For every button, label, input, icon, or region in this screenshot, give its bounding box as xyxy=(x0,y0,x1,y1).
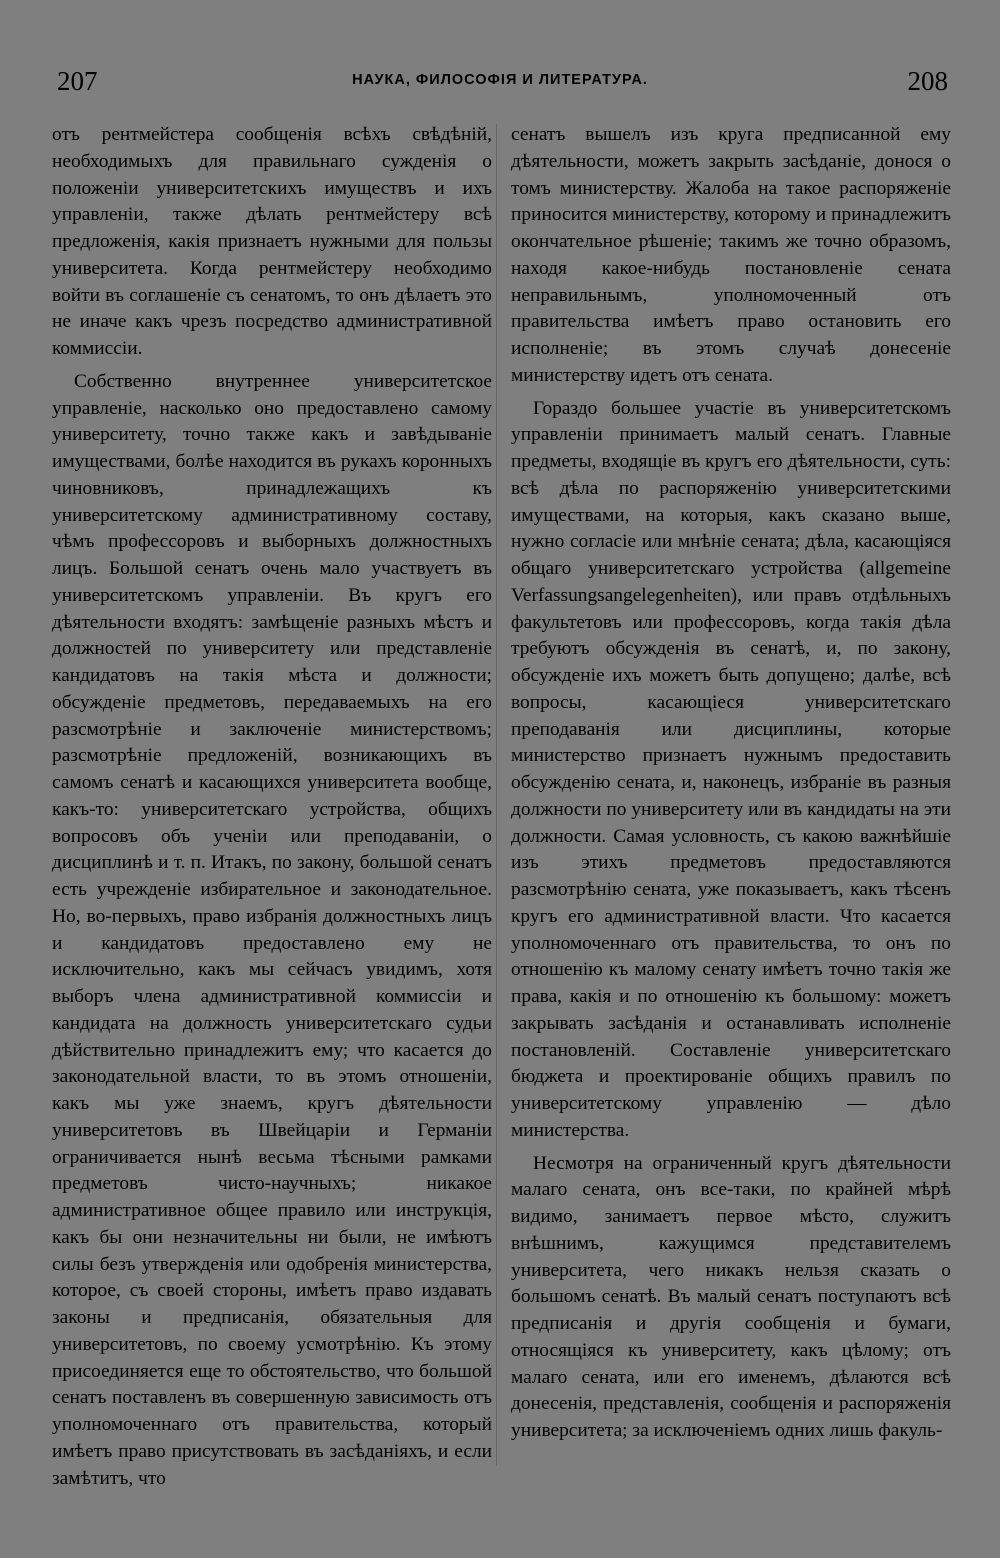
left-column xyxy=(52,122,492,1522)
right-paragraph-2: Гораздо большее участіе въ университетскомъ управленіи принимаетъ малый сенатъ. Главные предметы, входящіе въ кругъ его дѣятельности, суть: всѣ дѣла по распоряженію университетскими имуществами, на которыя, какъ сказано выше, нужно согласіе или мнѣніе сената; дѣла, касающіяся общаго университетскаго устройства (allgemeine Verfassungsangelegenheiten), или правъ отдѣльныхъ факультетовъ или профессоровъ, когда такія дѣла требуютъ обсужденія въ сенатѣ, и, по закону, обсужденіе ихъ можетъ быть допущено; далѣе, всѣ вопросы, касающіеся университетскаго преподаванія или дисциплины, которые министерство признаетъ нужнымъ предоставить обсужденію сената, и, наконецъ, избраніе въ разныя должности по университету или въ кандидаты на эти должности. Самая условность, съ какою важнѣйшіе изъ этихъ предметовъ предоставляются разсмотрѣнію сената, уже показываетъ, какъ тѣсенъ кругъ его административной власти. Что касается уполномоченнаго отъ правительства, то онъ по отношенію къ малому сенату имѣетъ точно такія же права, какія и по отношенію къ большому: можетъ закрывать засѣданія и останавливать исполненіе постановленій. Составленіе университетскаго бюджета и проектированіе общихъ правилъ по университетскому управленію — дѣло министерства. xyxy=(511,397,951,1141)
left-page-number: 207 xyxy=(57,66,98,96)
column-divider xyxy=(496,124,497,1466)
right-column xyxy=(511,122,951,1522)
right-page-number: 208 xyxy=(907,66,948,96)
left-paragraph-1: отъ рентмейстера сообщенія всѣхъ свѣдѣній, необходимыхъ для правильнаго сужденія о положеніи университетскихъ имуществъ и ихъ управленіи, также дѣлать рентмейстеру всѣ предложенія, какія признаетъ нужными для пользы университета. Когда рентмейстеру необходимо войти въ соглашеніе съ сенатомъ, то онъ дѣлаетъ это не иначе какъ чрезъ посредство административной коммиссіи. xyxy=(52,124,492,359)
right-paragraph-1: сенатъ вышелъ изъ круга предписанной ему дѣятельности, можетъ закрыть засѣданіе, донося о томъ министерству. Жалоба на такое распоряженіе приносится министерству, которому и принадлежитъ окончательное рѣшеніе; такимъ же точно образомъ, находя какое-нибудь постановленіе сената неправильнымъ, уполномоченный отъ правительства имѣетъ право остановить его исполненіе; въ этомъ случаѣ донесеніе министерству идетъ отъ сената. xyxy=(511,124,951,386)
page-header xyxy=(0,0,1000,110)
right-paragraph-3: Несмотря на ограниченный кругъ дѣятельности малаго сената, онъ все-таки, по крайней мѣрѣ видимо, занимаетъ первое мѣсто, служитъ внѣшнимъ, кажущимся представителемъ университета, чего никакъ нельзя сказать о большомъ сенатѣ. Въ малый сенатъ поступаютъ всѣ предписанія и другія сообщенія и бумаги, относящіяся къ университету, какъ цѣлому; отъ малаго сената, или его именемъ, дѣлаются всѣ донесенія, представленія, сообщенія и распоряженія университета; за исключеніемъ одних лишь факуль- xyxy=(511,1152,951,1441)
left-paragraph-2: Собственно внутреннее университетское управленіе, насколько оно предоставлено самому университету, точно также какъ и завѣдываніе имуществами, болѣе находится въ рукахъ коронныхъ чиновниковъ, принадлежащихъ къ университетскому административному составу, чѣмъ профессоровъ и выборныхъ должностныхъ лицъ. Большой сенатъ очень мало участвуетъ въ университетскомъ управленіи. Въ кругъ его дѣятельности входятъ: замѣщеніе разныхъ мѣстъ и должностей по университету или представленіе кандидатовъ на такія мѣста и должности; обсужденіе предметовъ, передаваемыхъ на его разсмотрѣніе и заключеніе министерствомъ; разсмотрѣніе предложеній, возникающихъ въ самомъ сенатѣ и касающихся университета вообще, какъ-то: университетскаго устройства, общихъ вопросовъ объ ученіи или преподаваніи, о дисциплинѣ и т. п. Итакъ, по закону, большой сенатъ есть учрежденіе избирательное и законодательное. Но, во-первыхъ, право избранія должностныхъ лицъ и кандидатовъ предоставлено ему не исключительно, какъ мы сейчасъ увидимъ, хотя выборъ члена административной коммиссіи и кандидата на должность университетскаго судьи дѣйствительно принадлежитъ ему; что касается до законодательной власти, то въ этомъ отношеніи, какъ мы уже знаемъ, кругъ дѣятельности университетовъ въ Швейцаріи и Германіи ограничивается нынѣ весьма тѣсными рамками предметовъ чисто-научныхъ; никакое административное общее правило или инструкція, какъ бы они незначительны ни были, не имѣютъ силы безъ утвержденія или одобренія министерства, которое, съ своей стороны, имѣетъ право издавать законы и предписанія, обязательныя для университетовъ, по своему усмотрѣнію. Къ этому присоединяется еще то обстоятельство, что большой сенатъ поставленъ въ совершенную зависимость отъ уполномоченнаго отъ правительства, который имѣетъ право присутствовать въ засѣданіяхъ, и если замѣтитъ, что xyxy=(52,370,492,1489)
running-title: НАУКА, ФИЛОСОФІЯ И ЛИТЕРАТУРА. xyxy=(352,72,648,88)
